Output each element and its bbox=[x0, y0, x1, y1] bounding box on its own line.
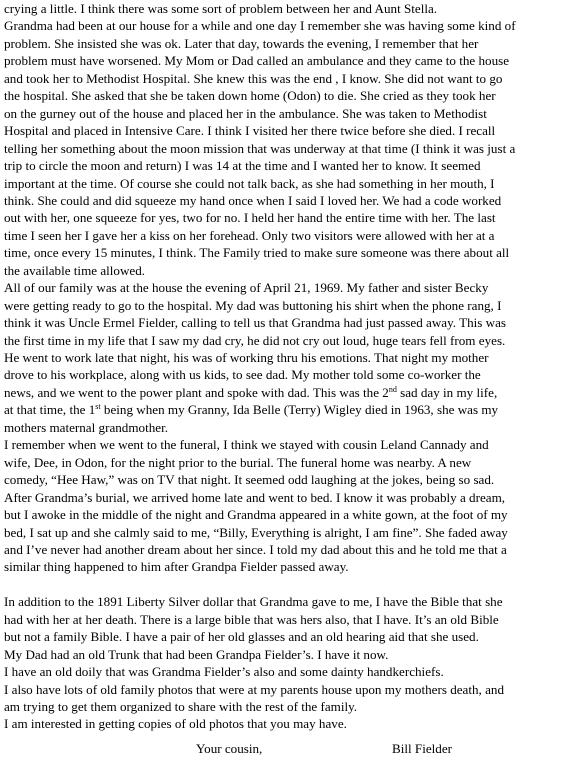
text-line: drove to his workplace, along with us kids, to see dad. My mother told some co-worker the bbox=[4, 367, 481, 383]
text-line: but not a family Bible. I have a pair of her old glasses and an old hearing aid that she used. bbox=[4, 629, 479, 645]
text-line: am trying to get them organized to share with the rest of the family. bbox=[4, 699, 358, 714]
text-line: bed, I sat up and she calmly said to me, “Billy, Everything is alright, I am fine”. She faded away bbox=[4, 524, 508, 540]
text-line: Grandma had been at our house for a while and one day I remember she was having some kind of bbox=[4, 18, 516, 34]
text-line: telling her something about the moon mission that was underway at that time (I think it was just a bbox=[4, 140, 516, 156]
text-line: think. She could and did squeeze my hand once when I said I loved her. We had a code worked bbox=[4, 192, 502, 208]
text-line: I am interested in getting copies of old photos that you may have. bbox=[4, 716, 347, 732]
text-line: time I seen her I gave her a kiss on her forehead. Only two visitors were allowed with her at a bbox=[4, 227, 495, 243]
text-segment: sad day in my life, bbox=[396, 384, 498, 400]
text-line: Hospital and placed in Intensive Care. I think I visited her there twice before she died. I recall bbox=[4, 123, 496, 139]
text-segment: being when my Granny, Ida Belle (Terry) Wigley died in 1963, she was my bbox=[100, 402, 499, 418]
text-segment: news, and we went to the power plant and spoke with dad. This was the 2 bbox=[4, 384, 389, 400]
text-line: and I’ve never had another dream about her since. I told my dad about this and he told me that a bbox=[4, 541, 507, 557]
text-line bbox=[4, 384, 570, 401]
text-line bbox=[4, 401, 570, 418]
text-line: comedy, “Hee Haw,” was on TV that night. It seemed odd laughing at the jokes, being so sad. bbox=[4, 472, 495, 488]
text-line: After Grandma’s burial, we arrived home late and went to bed. I know it was probably a dream, bbox=[4, 489, 506, 505]
text-line: out with her, one squeeze for yes, two for no. I held her hand the entire time with her. The last bbox=[4, 210, 496, 226]
text-line: In addition to the 1891 Liberty Silver dollar that Grandma gave to me, I have the Bible that she bbox=[4, 594, 503, 610]
text-line: My Dad had an old Trunk that had been Grandpa Fielder’s. I have it now. bbox=[4, 646, 389, 662]
text-line: and took her to Methodist Hospital. She knew this was the end , I know. She did not want to go bbox=[4, 70, 503, 86]
signature: Bill Fielder bbox=[392, 741, 453, 756]
ordinal-suffix: st bbox=[95, 402, 101, 412]
text-line: crying a little. I think there was some sort of problem between her and Aunt Stella. bbox=[4, 1, 438, 16]
text-line: but I awoke in the middle of the night and Grandma appeared in a white gown, at the foot of my bbox=[4, 507, 508, 523]
text-line: problem must have worsened. My Mom or Dad called an ambulance and they came to the house bbox=[4, 53, 510, 69]
text-line: the available time allowed. bbox=[4, 262, 146, 278]
text-line: I remember when we went to the funeral, I think we stayed with cousin Leland Cannady and bbox=[4, 437, 489, 453]
text-line: wife, Dee, in Odon, for the night prior to the burial. The funeral home was nearby. A new bbox=[4, 454, 472, 470]
text-line: were getting ready to go to the hospital. My dad was buttoning his shirt when the phone rang, I bbox=[4, 297, 502, 313]
text-segment: at that time, the 1 bbox=[4, 402, 96, 418]
text-line: think it was Uncle Ermel Fielder, calling to tell us that Grandma had just passed away. This was bbox=[4, 315, 507, 331]
closing: Your cousin, bbox=[196, 741, 263, 756]
text-line: All of our family was at the house the evening of April 21, 1969. My father and sister Becky bbox=[4, 280, 489, 296]
text-line: similar thing happened to him after Grandpa Fielder passed away. bbox=[4, 559, 349, 575]
text-line: the hospital. She asked that she be taken down home (Odon) to die. She cried as they took her bbox=[4, 88, 496, 104]
text-line: trip to circle the moon and return) I was 14 at the time and I wanted her to know. It seemed bbox=[4, 158, 481, 174]
text-line: on the gurney out of the house and placed her in the ambulance. She was taken to Methodist bbox=[4, 105, 487, 121]
text-line: important at the time. Of course she could not talk back, as she had something in her mouth, I bbox=[4, 175, 495, 191]
text-line: had with her at her death. There is a large bible that was hers also, that I have. It’s an old Bible bbox=[4, 611, 499, 627]
text-line: mothers maternal grandmother. bbox=[4, 419, 168, 435]
text-line: problem. She insisted she was ok. Later that day, towards the evening, I remember that her bbox=[4, 35, 479, 51]
text-line: I also have lots of old family photos that were at my parents house upon my mothers death, and bbox=[4, 681, 504, 697]
text-line: He went to work late that night, his was of working thru his emotions. That night my mother bbox=[4, 350, 489, 365]
ordinal-suffix: nd bbox=[388, 384, 397, 394]
text-line: the first time in my life that I saw my dad cry, he did not cry out loud, huge tears fell from eyes. bbox=[4, 332, 506, 348]
text-line: I have an old doily that was Grandma Fielder’s also and some dainty handkerchiefs. bbox=[4, 664, 444, 680]
text-line: time, once every 15 minutes, I think. The Family tried to make sure someone was there about all bbox=[4, 245, 510, 261]
